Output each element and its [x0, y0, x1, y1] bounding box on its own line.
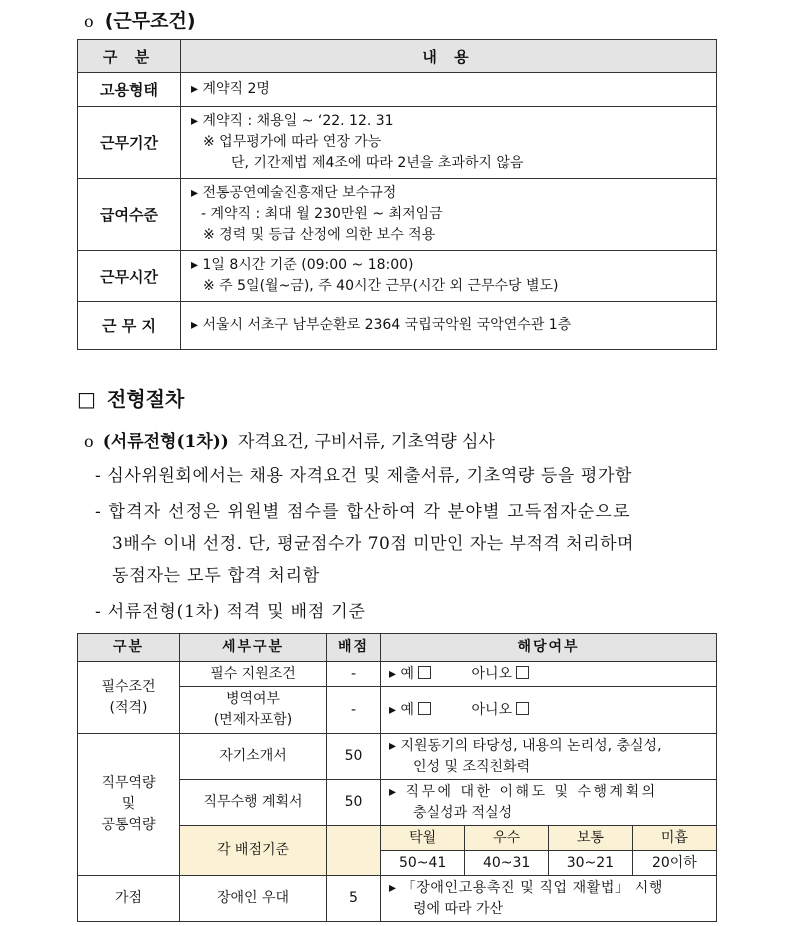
work-conditions-heading — [84, 6, 196, 33]
row-label: 근무시간 — [78, 251, 181, 302]
bullet-line: - 합격자 선정은 위원별 점수를 합산하여 각 분야별 고득점자순으로 — [95, 502, 631, 522]
desc-line: 령에 따라 가산 — [413, 900, 504, 917]
document-review-heading — [84, 427, 495, 452]
no-label: 아니오 — [471, 701, 513, 718]
table-row — [78, 734, 717, 780]
header-content: 내 용 — [181, 40, 717, 73]
header-subcategory: 세부구분 — [180, 634, 327, 662]
desc-line: ▸ 지원동기의 타당성, 내용의 논리성, 충실성, — [389, 737, 662, 754]
row-content — [181, 179, 717, 251]
no-label: 아니오 — [471, 665, 513, 682]
content-line: ▸ 계약직 : 채용일 ~ ‘22. 12. 31 — [191, 113, 394, 129]
selection-title: 전형절차 — [107, 387, 185, 411]
row-label: 근 무 지 — [78, 302, 181, 350]
bullet-line: 동점자는 모두 합격 처리함 — [112, 566, 321, 586]
content-line: ▸ 1일 8시간 기준 (09:00 ~ 18:00) — [191, 257, 414, 273]
work-conditions-title: (근무조건) — [104, 10, 196, 32]
table-row — [78, 251, 717, 302]
row-content — [181, 302, 717, 350]
row-content — [181, 107, 717, 179]
content-line: ▸ 전통공연예술진흥재단 보수규정 — [191, 185, 397, 201]
heading-marker: o — [84, 12, 94, 31]
grade-label: 탁월 — [381, 826, 465, 851]
header-category: 구분 — [78, 634, 180, 662]
grade-label: 보통 — [549, 826, 633, 851]
sub-category: 자기소개서 — [180, 734, 327, 780]
group-label-bonus: 가점 — [78, 876, 180, 922]
grade-range: 20이하 — [632, 851, 716, 876]
table-header-row — [78, 40, 717, 73]
score-empty — [327, 826, 381, 876]
grade-range: 50~41 — [398, 854, 447, 871]
content-line: ▸ 계약직 2명 — [191, 81, 270, 97]
table-header-row — [78, 634, 717, 662]
row-content — [181, 251, 717, 302]
criteria-description — [381, 734, 717, 780]
row-label: 고용형태 — [78, 73, 181, 107]
sub-category — [180, 687, 327, 734]
work-conditions-table — [77, 39, 717, 350]
table-row — [78, 302, 717, 350]
table-row — [78, 107, 717, 179]
table-row — [78, 662, 717, 687]
content-line: ▸ 서울시 서초구 남부순환로 2364 국립국악원 국악연수관 1층 — [191, 317, 572, 333]
score: 50 — [327, 780, 381, 826]
label-line: 및 — [121, 796, 136, 812]
label-line: 직무역량 — [101, 775, 156, 791]
yes-checkbox[interactable] — [418, 666, 431, 679]
content-line: - 계약직 : 최대 월 230만원 ~ 최저임금 — [201, 206, 443, 222]
content-line: ※ 업무평가에 따라 연장 가능 — [203, 134, 382, 150]
bullet-line: - 심사위원회에서는 채용 자격요건 및 제출서류, 기초역량 등을 평가함 — [95, 466, 632, 486]
bullet-line: - 서류전형(1차) 적격 및 배점 기준 — [95, 602, 366, 622]
grade-label: 우수 — [465, 826, 549, 851]
grade-range: 30~21 — [549, 851, 633, 876]
group-label-competency — [78, 734, 180, 876]
sub-marker: o — [84, 432, 94, 451]
desc-line: ▸ 직무에 대한 이해도 및 수행계획의 — [389, 783, 658, 800]
content-line: ※ 주 5일(월~금), 주 40시간 근무(시간 외 근무수당 별도) — [203, 278, 559, 294]
sub-line: (면제자포함) — [213, 712, 293, 728]
yes-label: ▸ 예 — [389, 701, 415, 718]
row-label: 급여수준 — [78, 179, 181, 251]
row-label: 근무기간 — [78, 107, 181, 179]
grade-label: 미흡 — [632, 826, 716, 851]
document-review-desc: 자격요건, 구비서류, 기초역량 심사 — [237, 432, 495, 452]
criteria-description — [381, 780, 717, 826]
yes-checkbox[interactable] — [418, 702, 431, 715]
sub-line: 병역여부 — [225, 691, 281, 707]
criteria-description — [381, 876, 717, 922]
header-applicability: 해당여부 — [381, 634, 717, 662]
sub-category: 필수 지원조건 — [180, 662, 327, 687]
score: 50 — [327, 734, 381, 780]
score: - — [327, 662, 381, 687]
grade-table-cell — [381, 826, 717, 876]
desc-line: ▸ 「장애인고용촉진 및 직업 재활법」 시행 — [389, 879, 663, 896]
document-review-title: (서류전형(1차)) — [102, 432, 229, 452]
sub-category: 장애인 우대 — [180, 876, 327, 922]
group-label-required — [78, 662, 180, 734]
content-line: 단, 기간제법 제4조에 따라 2년을 초과하지 않음 — [231, 155, 524, 171]
label-line: (적격) — [109, 699, 148, 716]
content-line: ※ 경력 및 등급 산정에 의한 보수 적용 — [203, 227, 436, 243]
table-row — [78, 876, 717, 922]
selection-heading — [77, 383, 184, 412]
criteria-table — [77, 633, 717, 922]
table-row — [78, 73, 717, 107]
grade-row — [381, 826, 716, 851]
table-row — [78, 179, 717, 251]
row-content — [181, 73, 717, 107]
grade-range: 40~31 — [465, 851, 549, 876]
range-row — [381, 851, 716, 876]
yes-label: ▸ 예 — [389, 665, 415, 682]
score: 5 — [327, 876, 381, 922]
sub-category: 직무수행 계획서 — [180, 780, 327, 826]
section-checkbox-marker: □ — [77, 387, 96, 411]
no-checkbox[interactable] — [516, 702, 529, 715]
header-score: 배점 — [327, 634, 381, 662]
header-category: 구 분 — [78, 40, 181, 73]
no-checkbox[interactable] — [516, 666, 529, 679]
bullet-line: 3배수 이내 선정. 단, 평균점수가 70점 미만인 자는 부적격 처리하며 — [112, 534, 634, 554]
label-line: 필수조건 — [101, 678, 156, 695]
score: - — [327, 687, 381, 734]
desc-line: 충실성과 적실성 — [413, 804, 513, 821]
applicability-cell — [381, 662, 717, 687]
applicability-cell — [381, 687, 717, 734]
scoring-criteria-label: 각 배점기준 — [180, 826, 327, 876]
desc-line: 인성 및 조직친화력 — [413, 758, 531, 775]
grade-table — [381, 826, 716, 875]
label-line: 공통역량 — [101, 817, 156, 833]
